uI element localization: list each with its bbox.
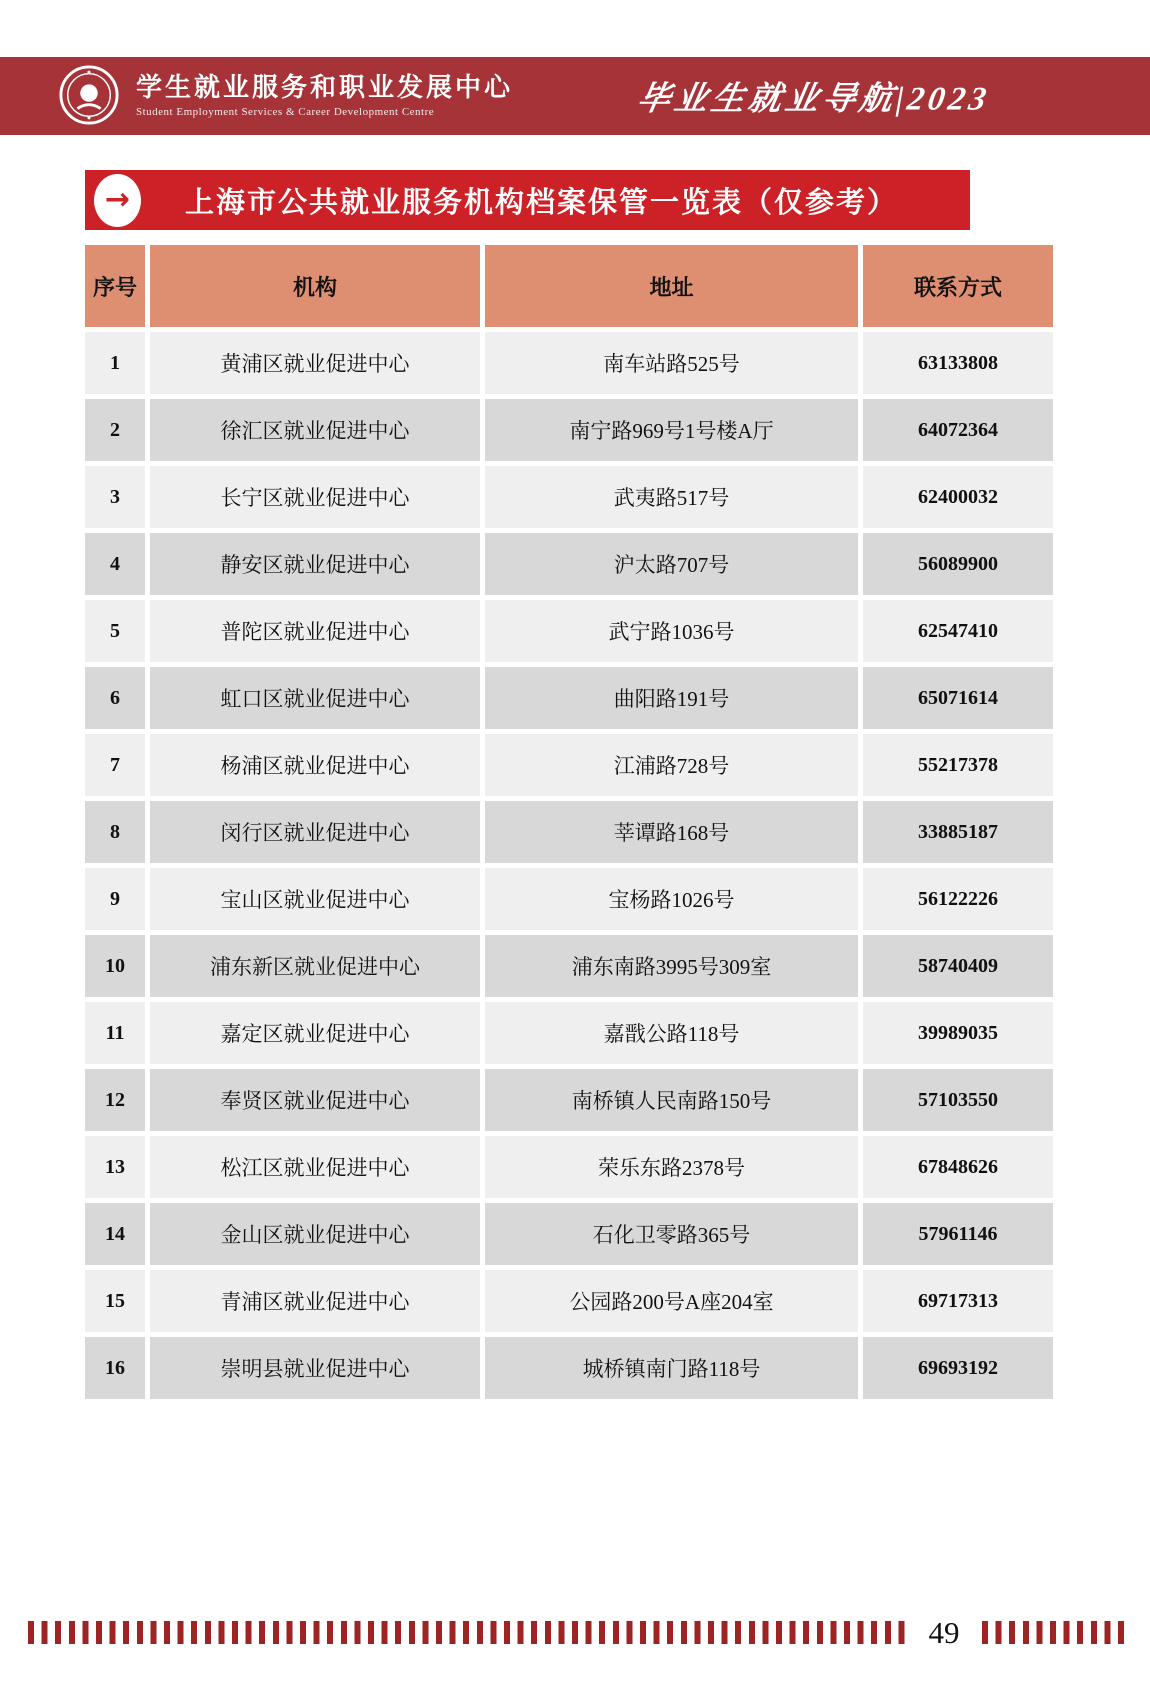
phone-cell: 69717313 bbox=[863, 1270, 1053, 1332]
org-name-cell: 普陀区就业促进中心 bbox=[150, 600, 480, 662]
table-row bbox=[85, 332, 1053, 394]
address-cell: 公园路200号A座204室 bbox=[485, 1270, 858, 1332]
org-name-cell: 黄浦区就业促进中心 bbox=[150, 332, 480, 394]
table-row bbox=[85, 600, 1053, 662]
address-cell: 南桥镇人民南路150号 bbox=[485, 1069, 858, 1131]
org-seal-icon bbox=[58, 64, 120, 126]
address-cell: 宝杨路1026号 bbox=[485, 868, 858, 930]
row-number-cell: 6 bbox=[85, 667, 145, 729]
org-name-cell: 浦东新区就业促进中心 bbox=[150, 935, 480, 997]
column-header-org: 机构 bbox=[150, 245, 480, 327]
table-row bbox=[85, 533, 1053, 595]
column-header-address: 地址 bbox=[485, 245, 858, 327]
address-cell: 城桥镇南门路118号 bbox=[485, 1337, 858, 1399]
section-title-banner bbox=[85, 170, 970, 230]
org-name-cell: 金山区就业促进中心 bbox=[150, 1203, 480, 1265]
row-number-cell: 13 bbox=[85, 1136, 145, 1198]
section-title: 上海市公共就业服务机构档案保管一览表（仅参考） bbox=[185, 186, 899, 219]
row-number-cell: 14 bbox=[85, 1203, 145, 1265]
row-number-cell: 15 bbox=[85, 1270, 145, 1332]
address-cell: 石化卫零路365号 bbox=[485, 1203, 858, 1265]
table-row bbox=[85, 399, 1053, 461]
row-number-cell: 12 bbox=[85, 1069, 145, 1131]
org-name-cell: 青浦区就业促进中心 bbox=[150, 1270, 480, 1332]
org-name-cell: 虹口区就业促进中心 bbox=[150, 667, 480, 729]
table-row bbox=[85, 1136, 1053, 1198]
address-cell: 武夷路517号 bbox=[485, 466, 858, 528]
phone-cell: 62547410 bbox=[863, 600, 1053, 662]
address-cell: 浦东南路3995号309室 bbox=[485, 935, 858, 997]
column-header-no: 序号 bbox=[85, 245, 145, 327]
table-row bbox=[85, 935, 1053, 997]
row-number-cell: 4 bbox=[85, 533, 145, 595]
row-number-cell: 5 bbox=[85, 600, 145, 662]
archive-table bbox=[85, 245, 1053, 1404]
phone-cell: 33885187 bbox=[863, 801, 1053, 863]
org-name-cell: 长宁区就业促进中心 bbox=[150, 466, 480, 528]
org-name-block bbox=[136, 72, 513, 118]
row-number-cell: 2 bbox=[85, 399, 145, 461]
top-brand-band bbox=[0, 57, 1150, 135]
phone-cell: 39989035 bbox=[863, 1002, 1053, 1064]
org-name-cell: 徐汇区就业促进中心 bbox=[150, 399, 480, 461]
address-cell: 武宁路1036号 bbox=[485, 600, 858, 662]
right-arrow-icon: → bbox=[104, 182, 131, 217]
row-number-cell: 9 bbox=[85, 868, 145, 930]
row-number-cell: 3 bbox=[85, 466, 145, 528]
table-row bbox=[85, 466, 1053, 528]
org-name-cell: 奉贤区就业促进中心 bbox=[150, 1069, 480, 1131]
address-cell: 沪太路707号 bbox=[485, 533, 858, 595]
org-name-en: Student Employment Services & Career Development Centre bbox=[136, 106, 435, 118]
column-header-phone: 联系方式 bbox=[863, 245, 1053, 327]
org-name-cell: 静安区就业促进中心 bbox=[150, 533, 480, 595]
phone-cell: 63133808 bbox=[863, 332, 1053, 394]
phone-cell: 65071614 bbox=[863, 667, 1053, 729]
table-row bbox=[85, 1270, 1053, 1332]
arrow-badge bbox=[94, 174, 141, 227]
address-cell: 嘉戬公路118号 bbox=[485, 1002, 858, 1064]
table-header-row bbox=[85, 245, 1053, 327]
page-number: 49 bbox=[928, 1615, 960, 1650]
org-name-cell: 松江区就业促进中心 bbox=[150, 1136, 480, 1198]
table-row bbox=[85, 1002, 1053, 1064]
phone-cell: 55217378 bbox=[863, 734, 1053, 796]
row-number-cell: 8 bbox=[85, 801, 145, 863]
row-number-cell: 1 bbox=[85, 332, 145, 394]
org-name-zh: 学生就业服务和职业发展中心 bbox=[136, 72, 514, 102]
table-row bbox=[85, 1069, 1053, 1131]
address-cell: 曲阳路191号 bbox=[485, 667, 858, 729]
phone-cell: 57103550 bbox=[863, 1069, 1053, 1131]
row-number-cell: 10 bbox=[85, 935, 145, 997]
address-cell: 南车站路525号 bbox=[485, 332, 858, 394]
table-body bbox=[85, 332, 1053, 1399]
table-row bbox=[85, 734, 1053, 796]
phone-cell: 62400032 bbox=[863, 466, 1053, 528]
org-name-cell: 杨浦区就业促进中心 bbox=[150, 734, 480, 796]
row-number-cell: 16 bbox=[85, 1337, 145, 1399]
brand-block bbox=[58, 64, 513, 126]
address-cell: 江浦路728号 bbox=[485, 734, 858, 796]
phone-cell: 58740409 bbox=[863, 935, 1053, 997]
page-footer bbox=[28, 1615, 1124, 1650]
table-row bbox=[85, 868, 1053, 930]
phone-cell: 56122226 bbox=[863, 868, 1053, 930]
address-cell: 南宁路969号1号楼A厅 bbox=[485, 399, 858, 461]
org-name-cell: 崇明县就业促进中心 bbox=[150, 1337, 480, 1399]
org-name-cell: 嘉定区就业促进中心 bbox=[150, 1002, 480, 1064]
table-row bbox=[85, 801, 1053, 863]
phone-cell: 69693192 bbox=[863, 1337, 1053, 1399]
edition-slogan: 毕业生就业导航|2023 bbox=[633, 81, 993, 118]
org-name-cell: 宝山区就业促进中心 bbox=[150, 868, 480, 930]
table-row bbox=[85, 667, 1053, 729]
phone-cell: 57961146 bbox=[863, 1203, 1053, 1265]
footer-tick-bars-right bbox=[982, 1621, 1124, 1644]
table-row bbox=[85, 1337, 1053, 1399]
row-number-cell: 7 bbox=[85, 734, 145, 796]
phone-cell: 67848626 bbox=[863, 1136, 1053, 1198]
address-cell: 莘谭路168号 bbox=[485, 801, 858, 863]
phone-cell: 56089900 bbox=[863, 533, 1053, 595]
phone-cell: 64072364 bbox=[863, 399, 1053, 461]
row-number-cell: 11 bbox=[85, 1002, 145, 1064]
org-name-cell: 闵行区就业促进中心 bbox=[150, 801, 480, 863]
footer-tick-bars-left bbox=[28, 1621, 906, 1644]
table-row bbox=[85, 1203, 1053, 1265]
address-cell: 荣乐东路2378号 bbox=[485, 1136, 858, 1198]
